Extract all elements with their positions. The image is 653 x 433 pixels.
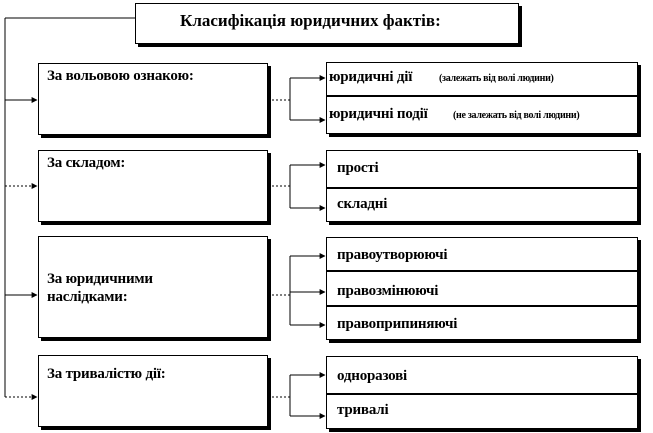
category-label: За вольовою ознакою: <box>47 68 194 84</box>
category-label: За складом: <box>47 155 126 171</box>
item-box-terminating <box>326 306 638 340</box>
item-box-creating <box>326 237 638 271</box>
item-box-legal-events <box>326 96 638 134</box>
item-note: (залежать від волі людини) <box>439 73 554 84</box>
item-box-continuing <box>326 394 638 429</box>
item-box-modifying <box>326 271 638 306</box>
item-label: складні <box>337 196 388 212</box>
category-box-volitional <box>38 63 268 135</box>
item-label: юридичні події <box>329 106 428 122</box>
item-box-legal-actions <box>326 62 638 96</box>
category-box-duration <box>38 355 268 427</box>
title-box <box>135 3 519 44</box>
item-label: правоприпиняючі <box>337 316 458 332</box>
item-label: юридичні дії <box>329 69 413 85</box>
item-box-one-time <box>326 356 638 394</box>
category-label-line-2: наслідками: <box>47 289 128 305</box>
item-label: тривалі <box>337 402 389 418</box>
category-box-composition <box>38 150 268 222</box>
item-box-simple <box>326 150 638 188</box>
category-box-consequences <box>38 236 268 338</box>
item-note: (не залежать від волі людини) <box>453 110 580 121</box>
category-label: За тривалістю дії: <box>47 366 166 382</box>
diagram-title: Класифікація юридичних фактів: <box>180 11 441 30</box>
item-label: прості <box>337 160 379 176</box>
item-label: правоутворюючі <box>337 247 448 263</box>
item-label: правозмінюючі <box>337 283 439 299</box>
item-box-complex <box>326 188 638 222</box>
item-label: одноразові <box>337 368 407 384</box>
category-label-line-1: За юридичними <box>47 271 153 287</box>
